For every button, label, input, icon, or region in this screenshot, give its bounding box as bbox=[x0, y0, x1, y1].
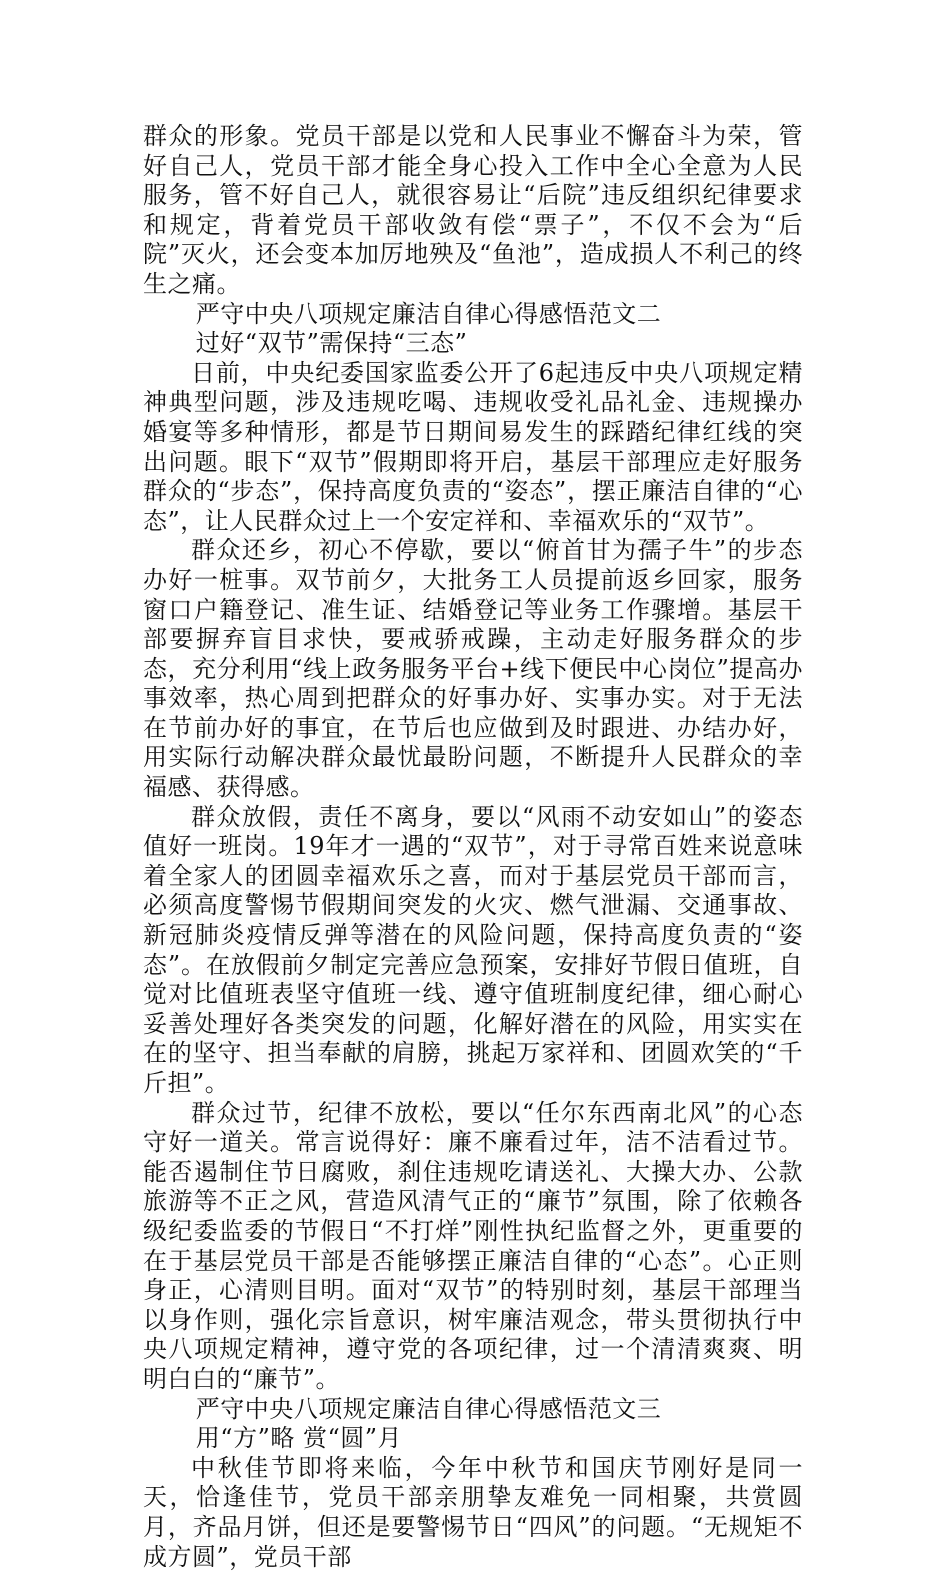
document-page bbox=[143, 122, 803, 1572]
paragraph: 日前，中央纪委国家监委公开了6起违反中央八项规定精神典型问题，涉及违规吃喝、违规收受礼品礼金、违规操办婚宴等多种情形，都是节日期间易发生的踩踏纪律红线的突出问题。眼下“双节”假期即将开启，基层干部理应走好服务群众的“步态”，保持高度负责的“姿态”，摆正廉洁自律的“心态”，让人民群众过上一个安定祥和、幸福欢乐的“双节”。 bbox=[143, 358, 803, 535]
paragraph: 群众还乡，初心不停歇，要以“俯首甘为孺子牛”的步态办好一桩事。双节前夕，大批务工人员提前返乡回家，服务窗口户籍登记、准生证、结婚登记等业务工作骤增。基层干部要摒弃盲目求快，要戒骄戒躁，主动走好服务群众的步态，充分利用“线上政务服务平台+线下便民中心岗位”提高办事效率，热心周到把群众的好事办好、实事办实。对于无法在节前办好的事宜，在节后也应做到及时跟进、办结办好，用实际行动解决群众最忧最盼问题，不断提升人民群众的幸福感、获得感。 bbox=[143, 536, 803, 802]
paragraph: 群众放假，责任不离身，要以“风雨不动安如山”的姿态值好一班岗。19年才一遇的“双节”，对于寻常百姓来说意味着全家人的团圆幸福欢乐之喜，而对于基层党员干部而言，必须高度警惕节假期间突发的火灾、燃气泄漏、交通事故、新冠肺炎疫情反弹等潜在的风险问题，保持高度负责的“姿态”。在放假前夕制定完善应急预案，安排好节假日值班，自觉对比值班表坚守值班一线、遵守值班制度纪律，细心耐心妥善处理好各类突发的问题，化解好潜在的风险，用实实在在的坚守、担当奉献的肩膀，挑起万家祥和、团圆欢笑的“千斤担”。 bbox=[143, 802, 803, 1097]
article-title-3: 严守中央八项规定廉洁自律心得感悟范文三 bbox=[195, 1394, 662, 1423]
article-title-2: 严守中央八项规定廉洁自律心得感悟范文二 bbox=[195, 299, 662, 328]
article-subtitle-3: 用“方”略 赏“圆”月 bbox=[195, 1424, 403, 1453]
paragraph-continued: 群众的形象。党员干部是以党和人民事业不懈奋斗为荣，管好自己人，党员干部才能全身心投入工作中全心全意为人民服务，管不好自己人，就很容易让“后院”违反组织纪律要求和规定，背着党员干部收敛有偿“票子”，不仅不会为“后院”灭火，还会变本加厉地殃及“鱼池”，造成损人不利己的终生之痛。 bbox=[143, 122, 803, 298]
paragraph: 群众过节，纪律不放松，要以“任尔东西南北风”的心态守好一道关。常言说得好：廉不廉看过年，洁不洁看过节。能否遏制住节日腐败，刹住违规吃请送礼、大操大办、公款旅游等不正之风，营造风清气正的“廉节”氛围，除了依赖各级纪委监委的节假日“不打烊”刚性执纪监督之外，更重要的在于基层党员干部是否能够摆正廉洁自律的“心态”。心正则身正，心清则目明。面对“双节”的特别时刻，基层干部理当以身作则，强化宗旨意识，树牢廉洁观念，带头贯彻执行中央八项规定精神，遵守党的各项纪律，过一个清清爽爽、明明白白的“廉节”。 bbox=[143, 1098, 803, 1393]
article-subtitle-2: 过好“双节”需保持“三态” bbox=[195, 329, 468, 358]
paragraph: 中秋佳节即将来临，今年中秋节和国庆节刚好是同一天，恰逢佳节，党员干部亲朋挚友难免一同相聚，共赏圆月，齐品月饼，但还是要警惕节日“四风”的问题。“无规矩不成方圆”，党员干部 bbox=[143, 1453, 803, 1571]
